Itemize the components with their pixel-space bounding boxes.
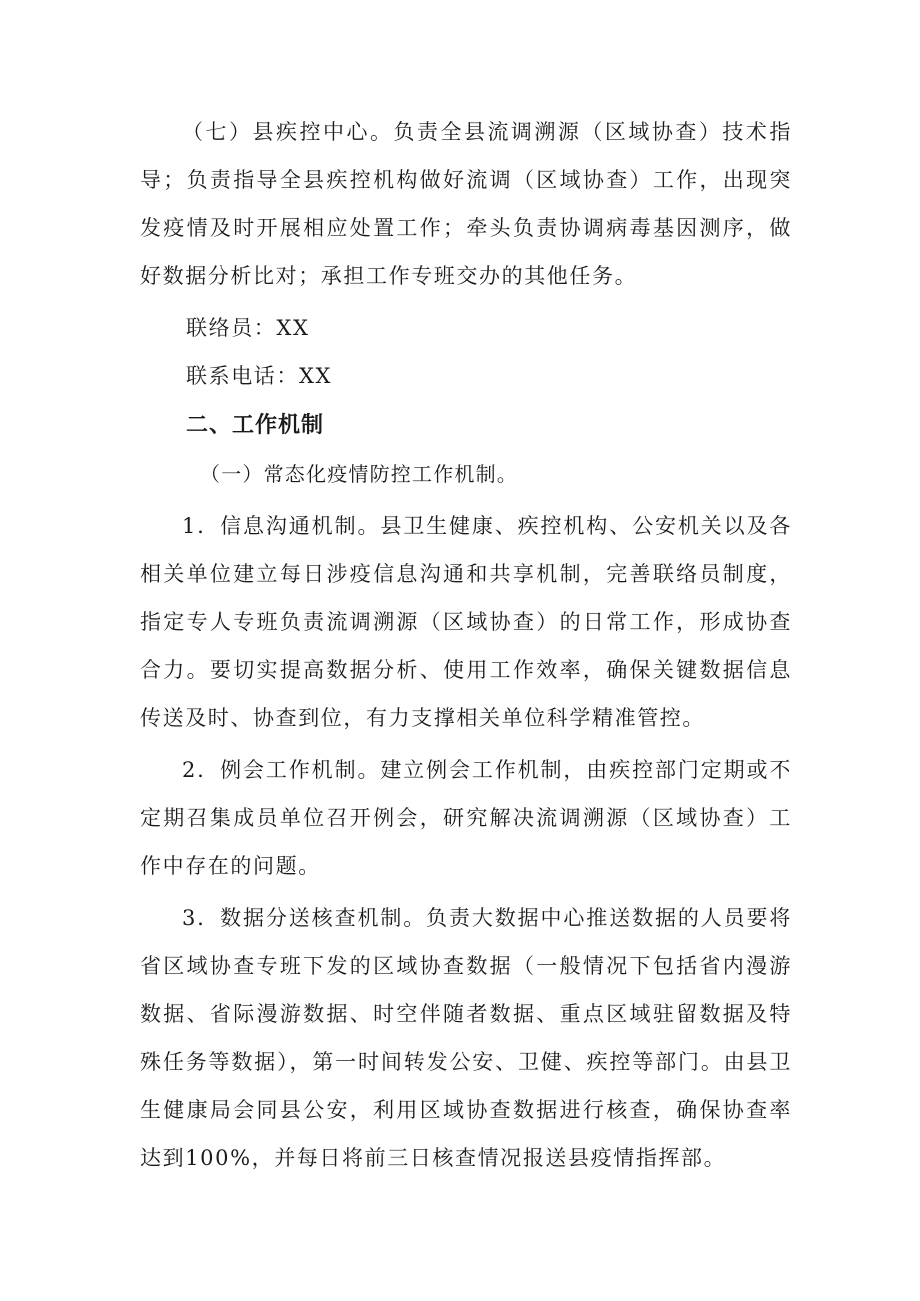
paragraph-info-communication: 1．信息沟通机制。县卫生健康、疾控机构、公安机关以及各相关单位建立每日涉疫信息沟通和共享机制，完善联络员制度，指定专人专班负责流调溯源（区域协查）的日常工作，形成协查合力。要切实提高数据分析、使用工作效率，确保关键数据信息传送及时、协查到位，有力支撑相关单位科学精准管控。 (140, 514, 792, 730)
paragraph-data-verification: 3．数据分送核查机制。负责大数据中心推送数据的人员要将省区域协查专班下发的区域协查数据（一般情况下包括省内漫游数据、省际漫游数据、时空伴随者数据、重点区域驻留数据及特殊任务等数据），第一时间转发公安、卫健、疾控等部门。由县卫生健康局会同县公安，利用区域协查数据进行核查，确保协查率达到100%，并每日将前三日核查情况报送县疫情指挥部。 (140, 906, 792, 1170)
phone-line: 联系电话：XX (186, 364, 333, 388)
section-heading-work-mechanism: 二、工作机制 (186, 413, 325, 438)
liaison-line: 联络员：XX (186, 316, 310, 340)
subsection-heading: （一）常态化疫情防控工作机制。 (200, 462, 518, 486)
paragraph-county-cdc: （七）县疾控中心。负责全县流调溯源（区域协查）技术指导；负责指导全县疾控机构做好流调（区域协查）工作，出现突发疫情及时开展相应处置工作；牵头负责协调病毒基因测序，做好数据分析比对；承担工作专班交办的其他任务。 (140, 120, 792, 288)
paragraph-regular-meeting: 2．例会工作机制。建立例会工作机制，由疾控部门定期或不定期召集成员单位召开例会，研究解决流调溯源（区域协查）工作中存在的问题。 (140, 758, 792, 878)
document-page (140, 108, 792, 1182)
